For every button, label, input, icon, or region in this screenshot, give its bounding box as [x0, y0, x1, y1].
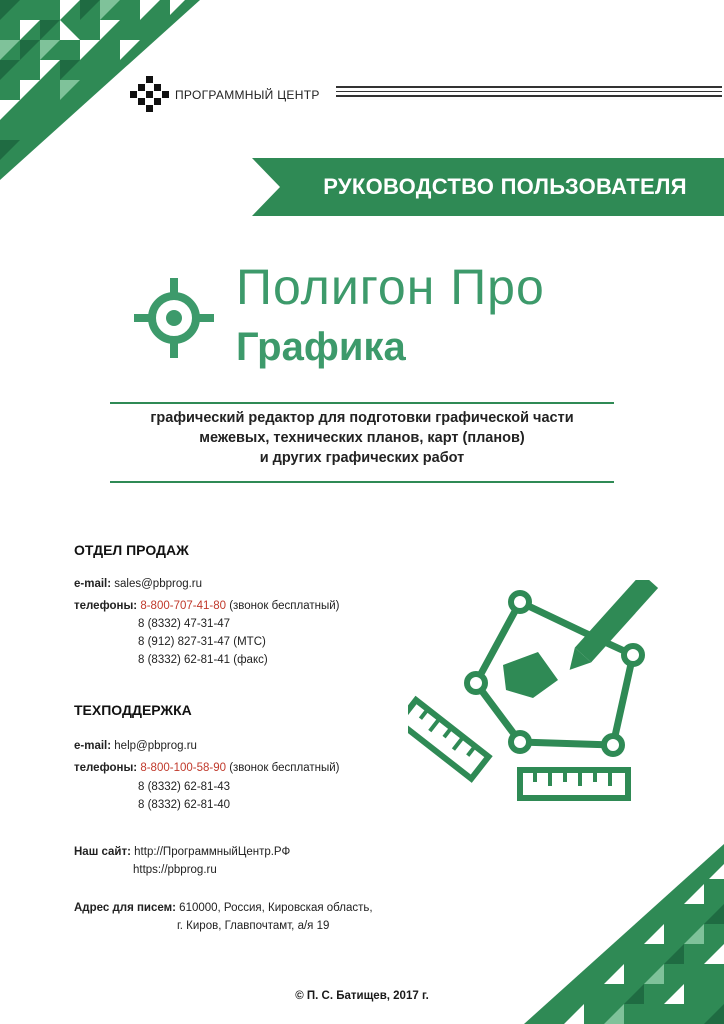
sales-phone-main-note: (звонок бесплатный)	[229, 600, 340, 612]
description-top-rule	[110, 402, 614, 404]
support-email-row	[74, 740, 197, 752]
address-row	[74, 902, 373, 914]
support-phone-main-note: (звонок бесплатный)	[229, 762, 340, 774]
user-guide-banner-label: РУКОВОДСТВО ПОЛЬЗОВАТЕЛЯ	[323, 174, 687, 199]
sales-email-label: e-mail:	[74, 578, 112, 590]
site-label: Наш сайт:	[74, 846, 131, 858]
copyright: © П. С. Батищев, 2017 г.	[295, 990, 429, 1002]
description-line-3: и других графических работ	[259, 450, 465, 466]
support-phone-main[interactable]: 8-800-100-58-90	[140, 762, 226, 774]
sales-phones-label: телефоны:	[74, 600, 138, 612]
header-divider-lines	[336, 86, 722, 100]
triangle-pattern-top-left-icon	[0, 0, 200, 180]
support-email-label: e-mail:	[74, 740, 112, 752]
crosshair-icon	[134, 278, 214, 358]
address-line-2: г. Киров, Главпочтамт, а/я 19	[177, 920, 330, 932]
description-bottom-rule	[110, 481, 614, 483]
support-email-link[interactable]: help@pbprog.ru	[114, 740, 197, 752]
product-name: Полигон Про	[236, 259, 545, 315]
site-url-1[interactable]: http://ПрограммныйЦентр.РФ	[134, 846, 291, 858]
support-title: ТЕХПОДДЕРЖКА	[74, 702, 192, 718]
sales-phone-row	[74, 600, 339, 612]
company-name: ПРОГРАММНЫЙ ЦЕНТР	[175, 88, 320, 102]
support-phone-3: 8 (8332) 62-81-40	[138, 799, 231, 811]
sales-email-row	[74, 578, 202, 590]
support-phones-label: телефоны:	[74, 762, 138, 774]
product-description	[110, 408, 614, 468]
support-phone-row	[74, 762, 339, 774]
support-phone-2: 8 (8332) 62-81-43	[138, 781, 231, 793]
sales-email-link[interactable]: sales@pbprog.ru	[114, 578, 203, 590]
site-row	[74, 846, 290, 858]
sales-phone-3: 8 (912) 827-31-47 (МТС)	[138, 636, 266, 648]
address-line-1: 610000, Россия, Кировская область,	[179, 902, 373, 914]
sales-title: ОТДЕЛ ПРОДАЖ	[74, 542, 189, 558]
description-line-1: графический редактор для подготовки графической части	[150, 410, 574, 426]
sales-phone-4: 8 (8332) 62-81-41 (факс)	[138, 654, 268, 666]
address-label: Адрес для писем:	[74, 902, 176, 914]
site-url-2[interactable]: https://pbprog.ru	[133, 864, 217, 876]
product-subtitle: Графика	[236, 325, 406, 369]
brand-logo-icon	[130, 76, 170, 112]
polygon-drawing-illustration-icon	[408, 580, 668, 805]
description-line-2: межевых, технических планов, карт (планов)	[199, 430, 525, 446]
sales-phone-2: 8 (8332) 47-31-47	[138, 618, 231, 630]
sales-phone-main[interactable]: 8-800-707-41-80	[140, 600, 226, 612]
